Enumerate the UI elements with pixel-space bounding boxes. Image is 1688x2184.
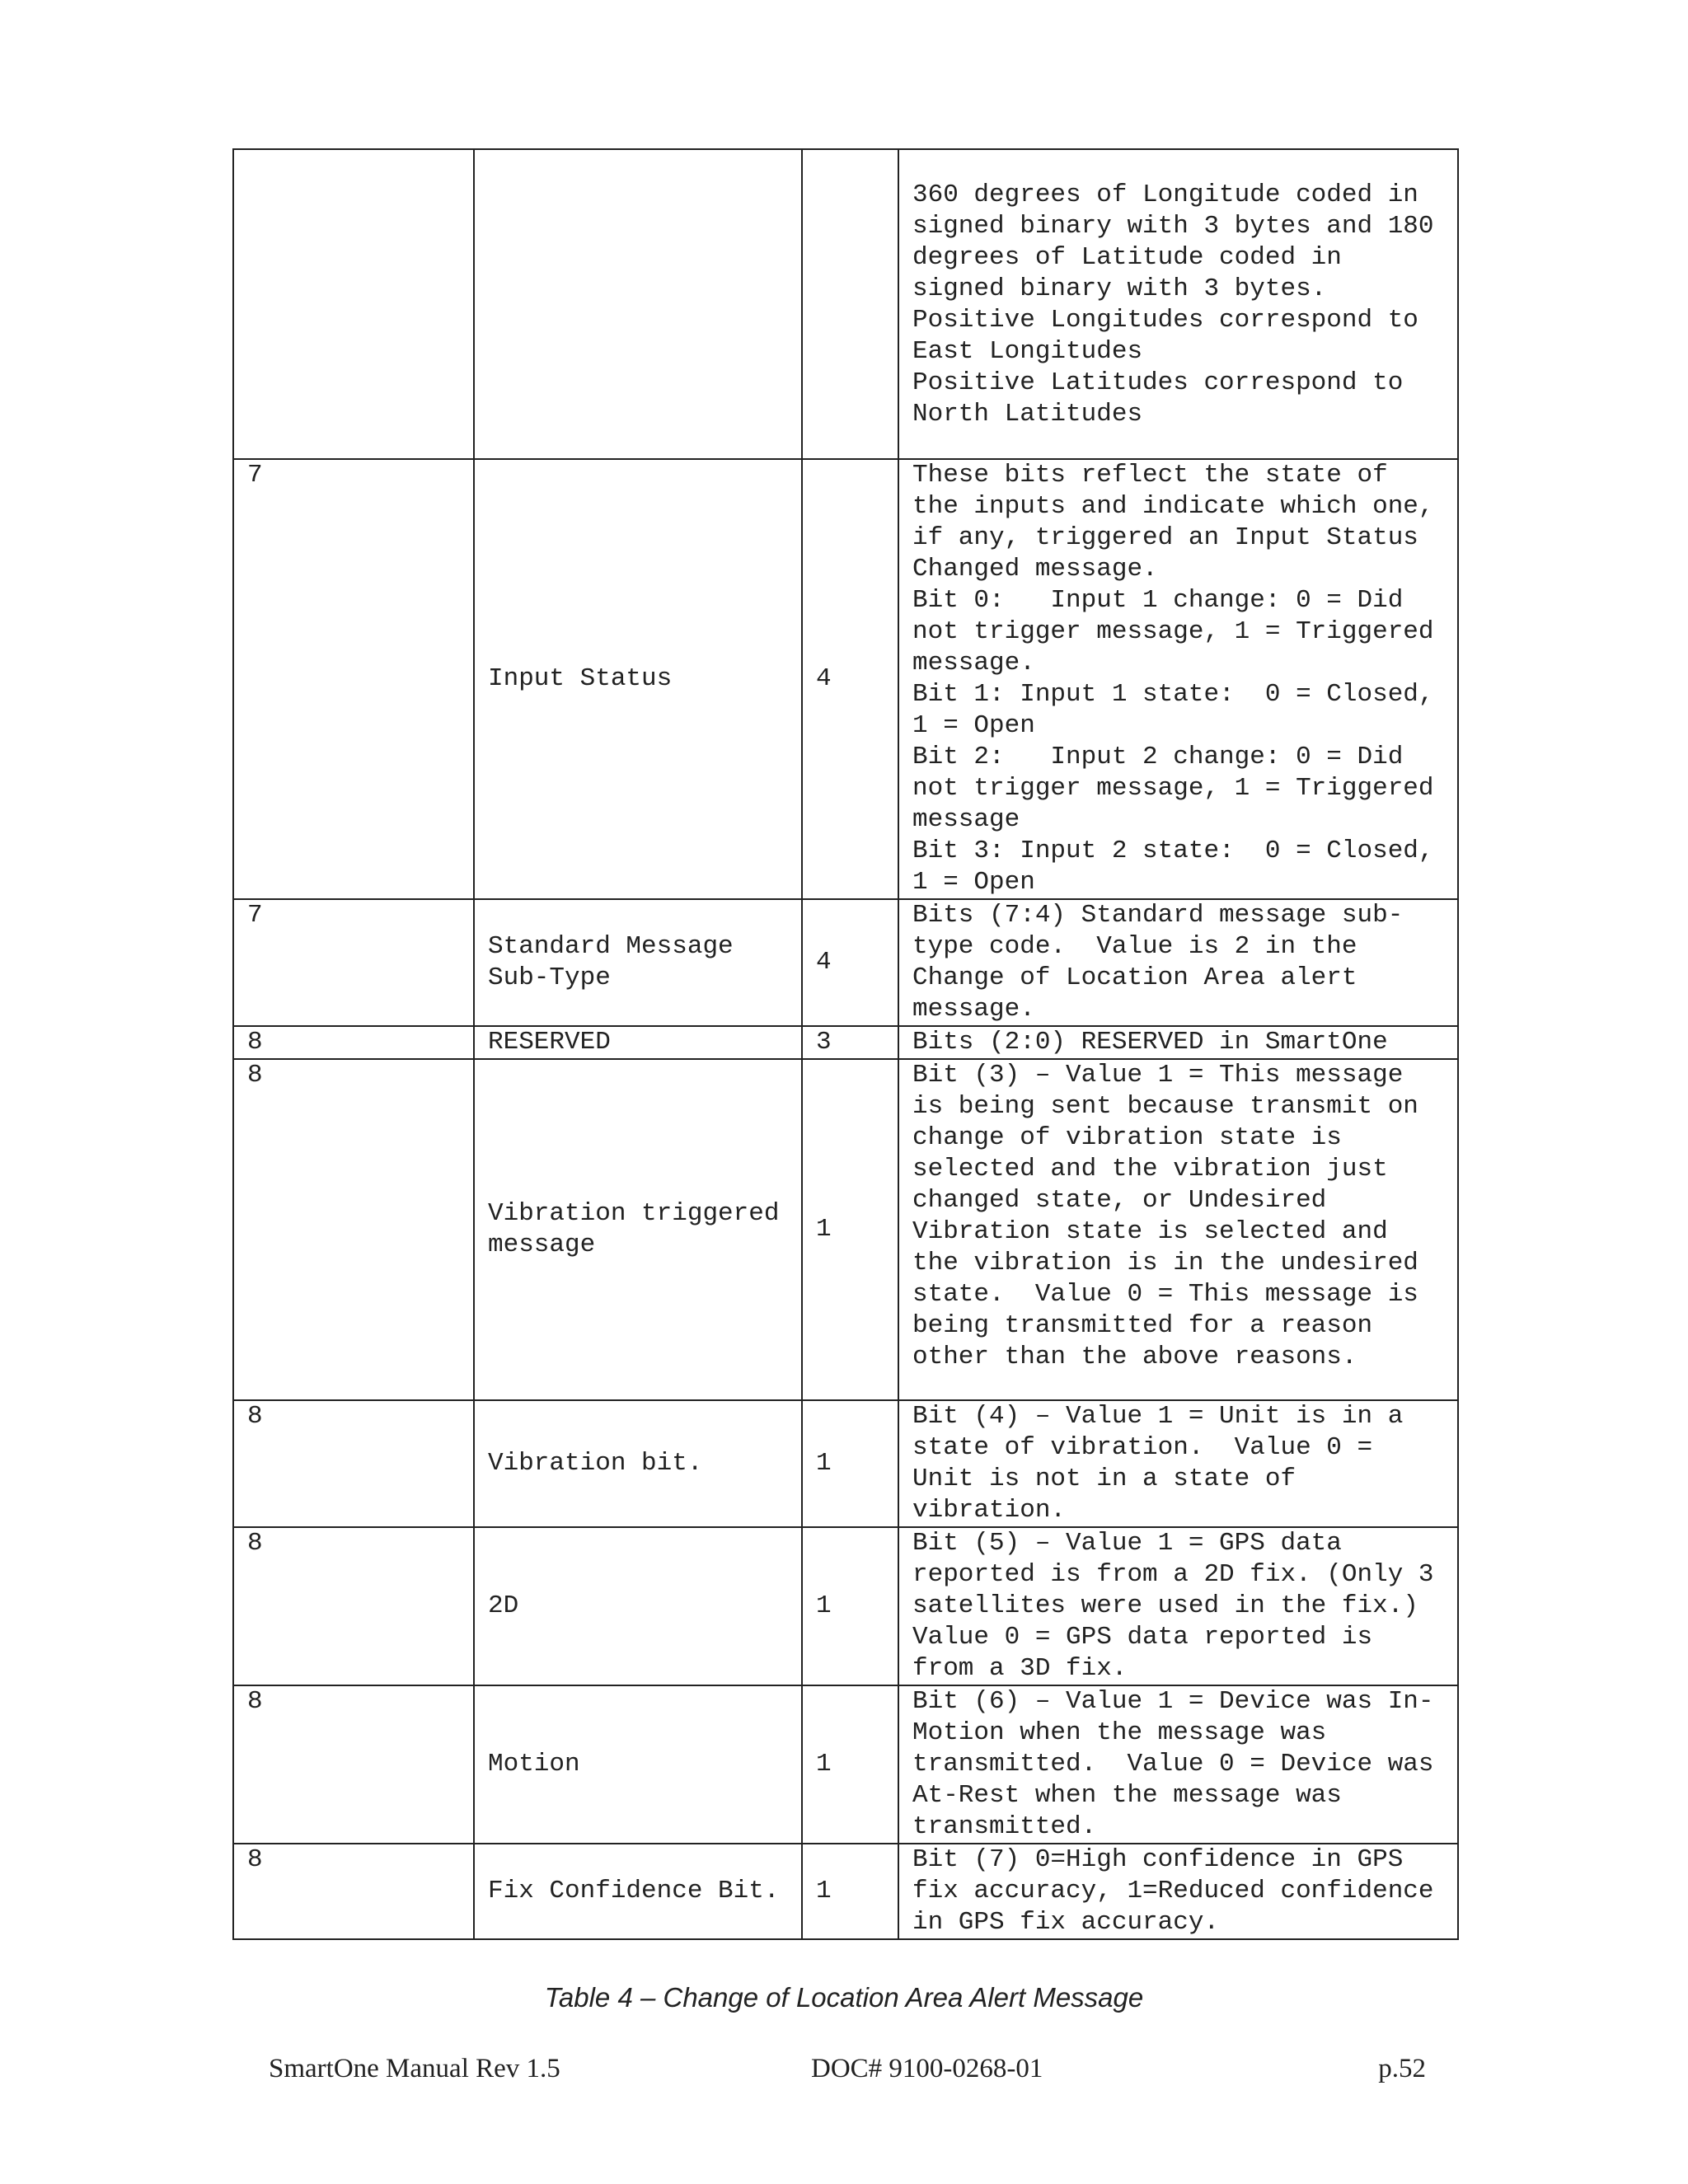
footer-page-number: p.52 [1378, 2054, 1426, 2083]
field-name-cell: 2D [474, 1527, 802, 1685]
bit-count-cell: 3 [802, 1026, 898, 1059]
byte-cell: 8 [233, 1400, 474, 1527]
field-name-cell: Input Status [474, 459, 802, 899]
bit-count-cell: 4 [802, 459, 898, 899]
bit-count-cell: 1 [802, 1844, 898, 1939]
bit-count-cell: 4 [802, 899, 898, 1026]
table-row [233, 1527, 1458, 1685]
footer-manual-revision: SmartOne Manual Rev 1.5 [269, 2054, 560, 2083]
field-name-cell: Standard Message Sub-Type [474, 899, 802, 1026]
byte-cell: 7 [233, 459, 474, 899]
table-row [233, 1844, 1458, 1939]
bit-count-cell: 1 [802, 1685, 898, 1844]
table-row [233, 459, 1458, 899]
table-caption: Table 4 – Change of Location Area Alert Message [544, 1982, 1144, 2013]
field-name-cell [474, 149, 802, 459]
field-name-cell: RESERVED [474, 1026, 802, 1059]
field-name-cell: Fix Confidence Bit. [474, 1844, 802, 1939]
field-name-cell: Motion [474, 1685, 802, 1844]
description-cell: 360 degrees of Longitude coded in signed binary with 3 bytes and 180 degrees of Latitude coded in signed binary with 3 bytes. Positive Longitudes correspond to East Longitudes Positive Latitudes correspond to North Latitudes [898, 149, 1458, 459]
description-cell: Bit (3) – Value 1 = This message is being sent because transmit on change of vibration state is selected and the vibration just changed state, or Undesired Vibration state is selected and the vibration is in the undesired state. Value 0 = This message is being transmitted for a reason other than the above reasons. [898, 1059, 1458, 1400]
field-name-cell: Vibration triggered message [474, 1059, 802, 1400]
field-name-cell: Vibration bit. [474, 1400, 802, 1527]
byte-cell: 8 [233, 1059, 474, 1400]
table-row [233, 1059, 1458, 1400]
table-row [233, 149, 1458, 459]
description-cell: Bit (4) – Value 1 = Unit is in a state of vibration. Value 0 = Unit is not in a state of vibration. [898, 1400, 1458, 1527]
byte-cell: 8 [233, 1685, 474, 1844]
byte-cell: 8 [233, 1527, 474, 1685]
description-cell: Bits (2:0) RESERVED in SmartOne [898, 1026, 1458, 1059]
table-row [233, 1400, 1458, 1527]
description-cell: Bit (6) – Value 1 = Device was In-Motion when the message was transmitted. Value 0 = Device was At-Rest when the message was transmitted. [898, 1685, 1458, 1844]
byte-cell: 8 [233, 1026, 474, 1059]
description-cell: Bit (7) 0=High confidence in GPS fix accuracy, 1=Reduced confidence in GPS fix accuracy. [898, 1844, 1458, 1939]
bit-count-cell: 1 [802, 1059, 898, 1400]
bit-count-cell: 1 [802, 1527, 898, 1685]
bit-count-cell: 1 [802, 1400, 898, 1527]
table-row [233, 1026, 1458, 1059]
footer-document-number: DOC# 9100-0268-01 [811, 2054, 1043, 2083]
description-cell: Bits (7:4) Standard message sub-type code. Value is 2 in the Change of Location Area alert message. [898, 899, 1458, 1026]
byte-cell: 8 [233, 1844, 474, 1939]
byte-cell [233, 149, 474, 459]
bit-count-cell [802, 149, 898, 459]
description-cell: Bit (5) – Value 1 = GPS data reported is from a 2D fix. (Only 3 satellites were used in the fix.) Value 0 = GPS data reported is from a 3D fix. [898, 1527, 1458, 1685]
table-row [233, 1685, 1458, 1844]
byte-cell: 7 [233, 899, 474, 1026]
table-row [233, 899, 1458, 1026]
message-field-table [232, 148, 1459, 1940]
description-cell: These bits reflect the state of the inputs and indicate which one, if any, triggered an Input Status Changed message. Bit 0: Input 1 change: 0 = Did not trigger message, 1 = Triggered message. Bit 1: Input 1 state: 0 = Closed, 1 = Open Bit 2: Input 2 change: 0 = Did not trigger message, 1 = Triggered message Bit 3: Input 2 state: 0 = Closed, 1 = Open [898, 459, 1458, 899]
